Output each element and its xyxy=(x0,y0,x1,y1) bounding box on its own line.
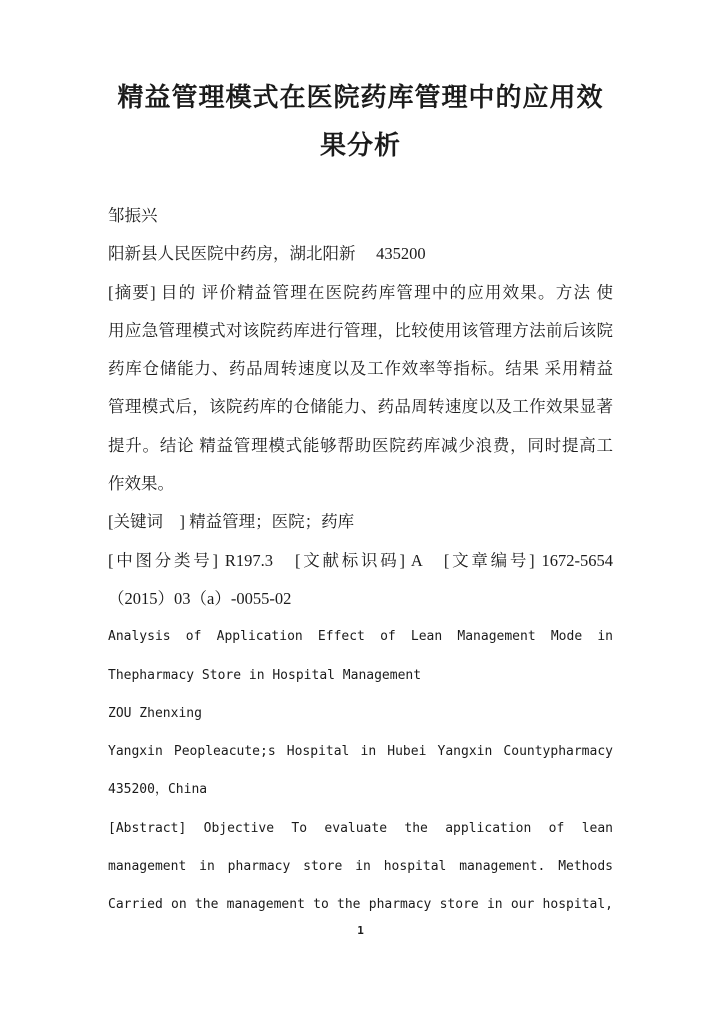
text-line: [中图分类号] R197.3 [文献标识码] A [文章编号] 1672-5654 xyxy=(108,550,613,570)
text-line: management in pharmacy store in hospital management. Methods xyxy=(108,859,613,875)
document-body xyxy=(108,197,613,925)
text-line: ZOU Zhenxing xyxy=(108,705,202,721)
text-line: 药库仓储能力、药品周转速度以及工作效率等指标。结果 采用精益 xyxy=(108,359,613,379)
text-line: 作效果。 xyxy=(108,474,174,494)
text-line: Carried on the management to the pharmacy store in our hospital, xyxy=(108,897,613,913)
title-line-1: 精益管理模式在医院药库管理中的应用效 xyxy=(117,83,604,112)
text-line: [关键词 ] 精益管理；医院；药库 xyxy=(108,512,355,532)
title-line-2: 果分析 xyxy=(319,131,401,160)
text-line: 435200，China xyxy=(108,782,208,798)
text-line: Thepharmacy Store in Hospital Management xyxy=(108,667,422,683)
text-line: [摘要] 目的 评价精益管理在医院药库管理中的应用效果。方法 使 xyxy=(108,282,613,302)
text-line: 管理模式后，该院药库的仓储能力、药品周转速度以及工作效果显著 xyxy=(108,397,613,417)
text-line: Yangxin Peopleacute;s Hospital in Hubei Yangxin Countypharmacy xyxy=(108,744,613,760)
page-number: 1 xyxy=(357,924,364,937)
text-line: Analysis of Application Effect of Lean Management Mode in xyxy=(108,629,613,645)
text-line: （2015）03（a）-0055-02 xyxy=(108,588,292,608)
text-line: 提升。结论 精益管理模式能够帮助医院药库减少浪费，同时提高工 xyxy=(108,435,613,455)
text-line: 用应急管理模式对该院药库进行管理，比较使用该管理方法前后该院 xyxy=(108,320,613,340)
text-line: 邹振兴 xyxy=(108,206,158,225)
text-line: 阳新县人民医院中药房，湖北阳新 435200 xyxy=(108,244,426,264)
text-line: [Abstract] Objective To evaluate the application of lean xyxy=(108,820,613,836)
document-title xyxy=(108,74,613,170)
